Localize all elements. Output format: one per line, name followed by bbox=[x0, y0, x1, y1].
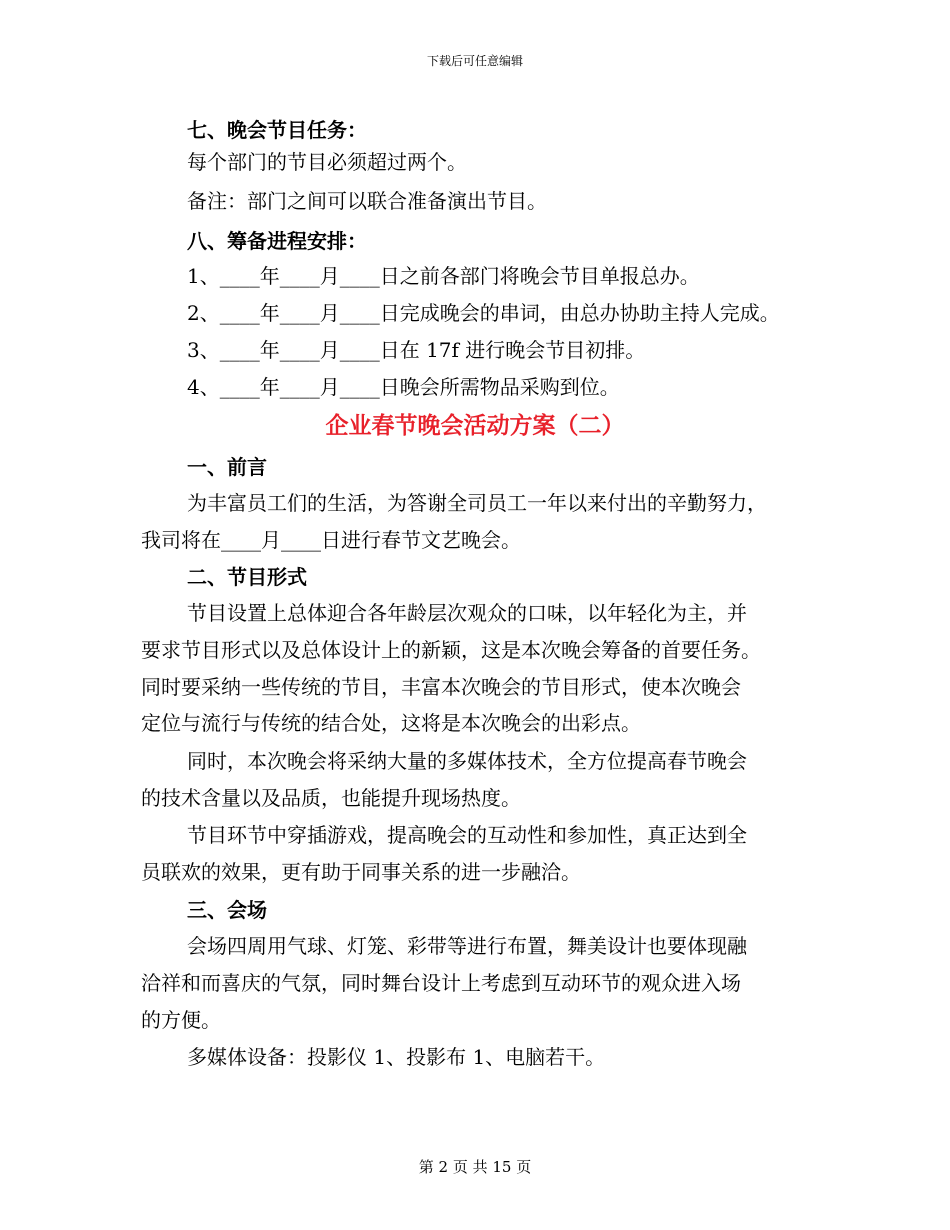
section-heading: 二、节目形式 bbox=[187, 565, 307, 589]
paragraph-line: 会场四周用气球、灯笼、彩带等进行布置，舞美设计也要体现融 bbox=[187, 934, 747, 958]
paragraph-line: 洽祥和而喜庆的气氛，同时舞台设计上考虑到互动环节的观众进入场 bbox=[141, 971, 741, 995]
paragraph-line: 我司将在____月____日进行春节文艺晚会。 bbox=[141, 528, 521, 552]
document-title: 企业春节晚会活动方案（二） bbox=[325, 412, 625, 439]
paragraph-line: 为丰富员工们的生活，为答谢全司员工一年以来付出的辛勤努力， bbox=[187, 491, 767, 515]
paragraph-line: 定位与流行与传统的结合处，这将是本次晚会的出彩点。 bbox=[141, 711, 641, 735]
paragraph-line: 同时，本次晚会将采纳大量的多媒体技术，全方位提高春节晚会 bbox=[187, 749, 747, 773]
list-item: 1、____年____月____日之前各部门将晚会节目单报总办。 bbox=[187, 264, 700, 288]
section-heading: 三、会场 bbox=[187, 898, 267, 922]
paragraph-line: 同时要采纳一些传统的节目，丰富本次晚会的节目形式，使本次晚会 bbox=[141, 675, 741, 699]
page-header: 下载后可任意编辑 bbox=[426, 54, 523, 68]
paragraph-line: 节目设置上总体迎合各年龄层次观众的口味，以年轻化为主，并 bbox=[187, 601, 747, 625]
list-item: 3、____年____月____日在 17f 进行晚会节目初排。 bbox=[187, 338, 646, 362]
paragraph-line: 节目环节中穿插游戏，提高晚会的互动性和参加性，真正达到全 bbox=[187, 823, 747, 847]
paragraph-line: 的技术含量以及品质，也能提升现场热度。 bbox=[141, 786, 521, 810]
text-line: 每个部门的节目必须超过两个。 bbox=[187, 150, 467, 174]
paragraph-line: 多媒体设备：投影仪 1、投影布 1、电脑若干。 bbox=[187, 1045, 606, 1069]
section-heading: 七、晚会节目任务： bbox=[187, 118, 367, 142]
section-heading: 一、前言 bbox=[187, 455, 267, 479]
page-footer: 第 2 页 共 15 页 bbox=[418, 1158, 532, 1176]
list-item: 4、____年____月____日晚会所需物品采购到位。 bbox=[187, 375, 620, 399]
text-line: 备注：部门之间可以联合准备演出节目。 bbox=[187, 189, 547, 213]
list-item: 2、____年____月____日完成晚会的串词，由总办协助主持人完成。 bbox=[187, 301, 780, 325]
paragraph-line: 要求节目形式以及总体设计上的新颖，这是本次晚会筹备的首要任务。 bbox=[141, 638, 761, 662]
paragraph-line: 的方便。 bbox=[141, 1008, 221, 1032]
paragraph-line: 员联欢的效果，更有助于同事关系的进一步融洽。 bbox=[141, 860, 581, 884]
section-heading: 八、筹备进程安排： bbox=[187, 229, 367, 253]
